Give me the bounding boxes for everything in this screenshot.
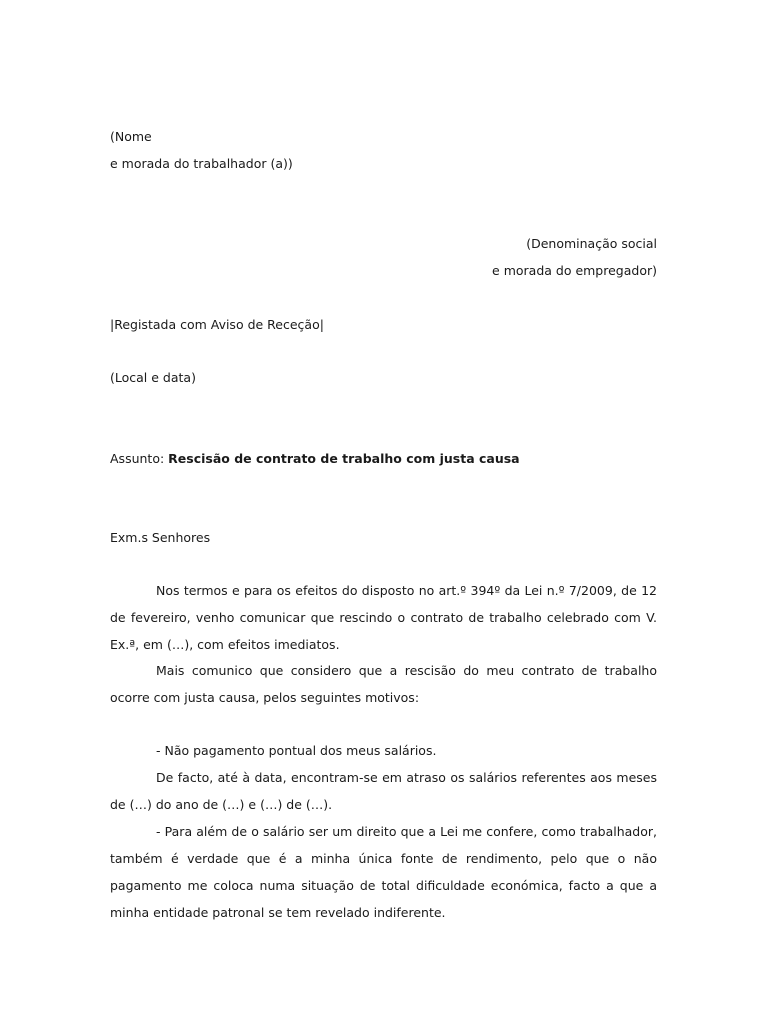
body-line: de (…) do ano de (…) e (…) de (…). [110,797,333,812]
body-line: Ex.ª, em (…), com efeitos imediatos. [110,637,340,652]
body-line: minha entidade patronal se tem revelado indiferente. [110,905,446,920]
body-line: ocorre com justa causa, pelos seguintes motivos: [110,690,420,705]
sender-name: (Nome [110,129,152,144]
greeting: Exm.s Senhores [110,530,211,545]
body-line: - Para além de o salário ser um direito que a Lei me confere, como trabalhador, [156,824,657,839]
body-line: Mais comunico que considero que a rescisão do meu contrato de trabalho [156,663,657,678]
body-line: pagamento me coloca numa situação de total dificuldade económica, facto a que a [110,878,657,893]
subject-text: Rescisão de contrato de trabalho com justa causa [168,451,520,466]
body-line: de fevereiro, venho comunicar que rescindo o contrato de trabalho celebrado com V. [110,610,657,625]
place-and-date: (Local e data) [110,370,196,385]
body-line: - Não pagamento pontual dos meus salários. [156,743,437,758]
body-line: De facto, até à data, encontram-se em atraso os salários referentes aos meses [156,770,657,785]
subject-label: Assunto: [110,451,169,466]
sender-address: e morada do trabalhador (a)) [110,156,293,171]
body-line: Nos termos e para os efeitos do disposto no art.º 394º da Lei n.º 7/2009, de 12 [156,583,657,598]
recipient-address: e morada do empregador) [492,263,657,278]
body-line: também é verdade que é a minha única fonte de rendimento, pelo que o não [110,851,657,866]
recipient-name: (Denominação social [526,236,657,251]
registered-mail-note: |Registada com Aviso de Receção| [110,317,324,332]
subject-line [110,451,657,467]
